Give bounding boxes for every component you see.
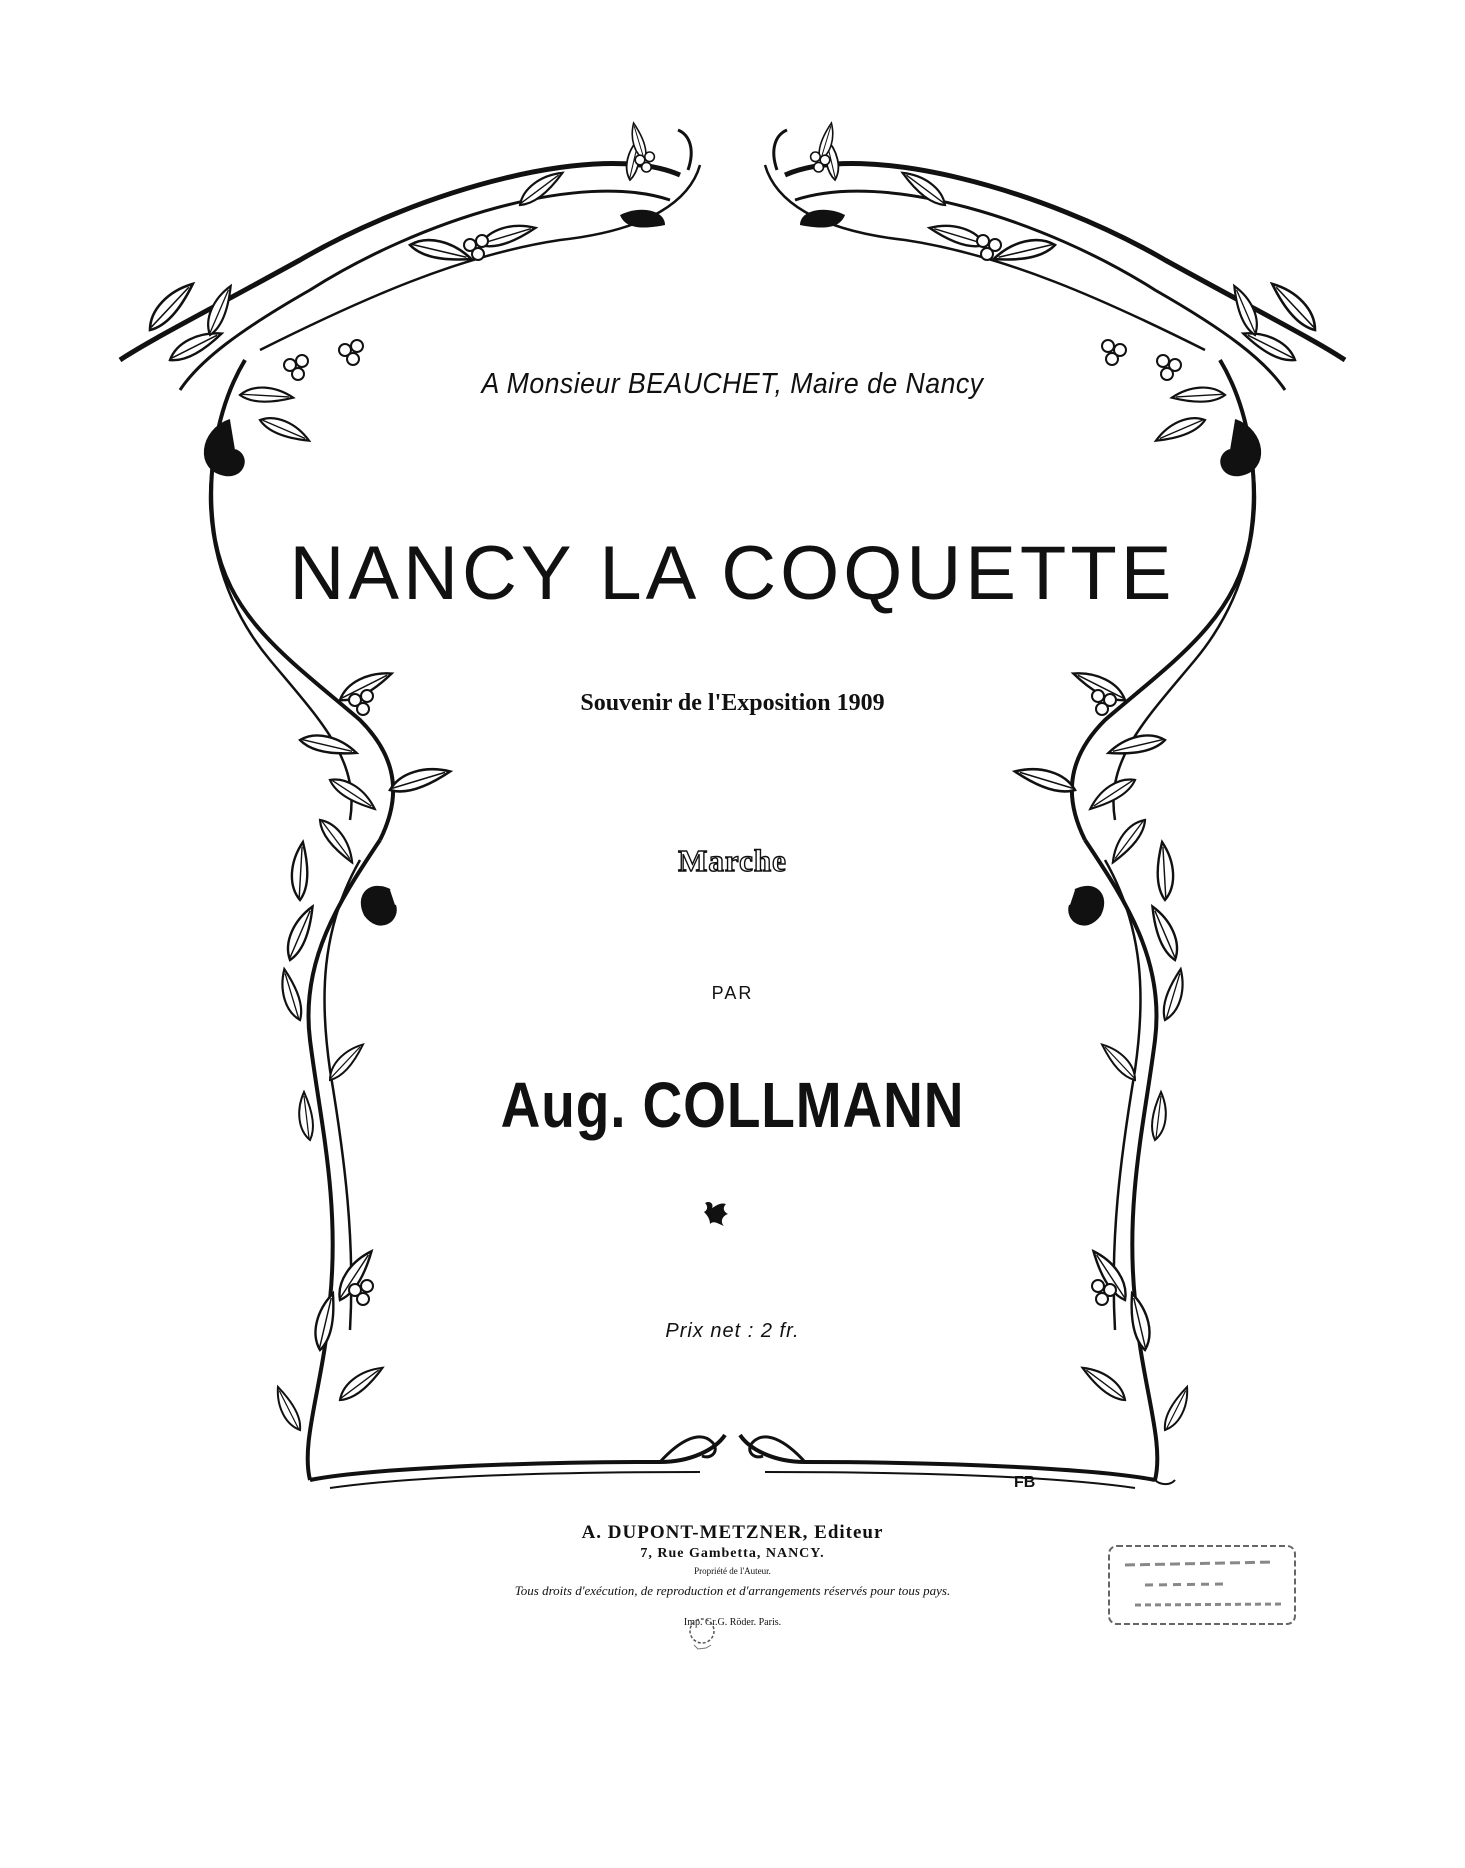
rights-notice: Tous droits d'exécution, de reproduction et d'arrangements réservés pour tous pays. [514, 1583, 951, 1598]
page-title: NANCY LA COQUETTE [289, 531, 1176, 616]
library-stamp [1105, 1540, 1300, 1630]
by-label: PAR [711, 983, 754, 1003]
printer-line: Imp. Gr.G. Röder. Paris. [683, 1617, 782, 1628]
subtitle: Souvenir de l'Exposition 1909 [580, 690, 885, 716]
fleuron-icon [702, 1198, 732, 1228]
dedication: A Monsieur BEAUCHET, Maire de Nancy [481, 368, 984, 400]
property-notice: Propriété de l'Auteur. [694, 1566, 771, 1576]
illustrator-initials: FB [1014, 1474, 1036, 1491]
publisher-address: 7, Rue Gambetta, NANCY. [640, 1546, 825, 1561]
publisher-name: A. DUPONT-METZNER, Editeur [581, 1522, 884, 1543]
genre-label: Marche [678, 843, 787, 878]
composer-name: Aug. COLLMANN [500, 1069, 965, 1141]
price-label: Prix net : 2 fr. [665, 1320, 800, 1342]
stamp-small [686, 1615, 718, 1655]
